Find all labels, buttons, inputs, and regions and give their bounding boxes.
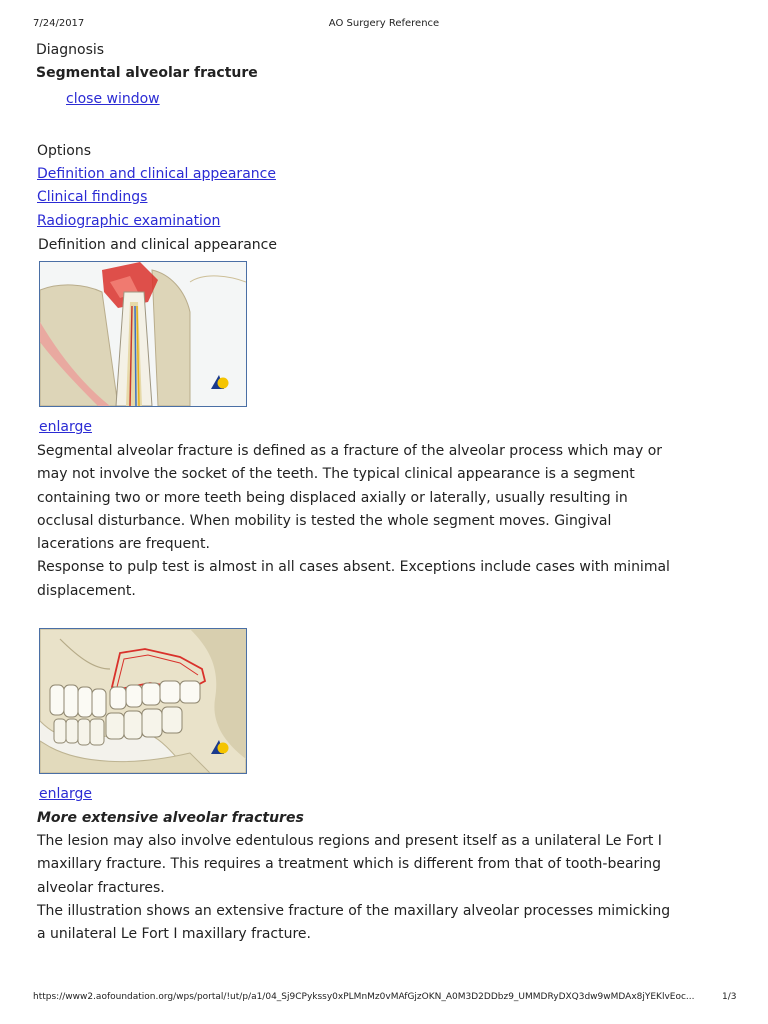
- option-link-clinical-findings[interactable]: Clinical findings: [37, 189, 148, 205]
- print-date: 7/24/2017: [33, 18, 85, 29]
- enlarge-link-figure2[interactable]: enlarge: [39, 786, 92, 802]
- figure-skull-fracture[interactable]: [39, 628, 247, 774]
- page-title: Segmental alveolar fracture: [36, 65, 258, 81]
- paragraph-pulp-test: Response to pulp test is almost in all cases absent. Exceptions include cases with minimal displacement.: [37, 559, 670, 599]
- subsection-title: Definition and clinical appearance: [38, 237, 277, 253]
- option-link-radiographic[interactable]: Radiographic examination: [37, 213, 221, 229]
- figure-alveolar-section[interactable]: [39, 261, 247, 407]
- definition-text: [37, 440, 677, 603]
- print-title: AO Surgery Reference: [328, 18, 440, 29]
- paragraph-lesion: The lesion may also involve edentulous regions and present itself as a unilateral Le Fort I maxillary fracture. This requires a treatment which is different from that of tooth-bearing alveolar fractures.: [37, 833, 662, 896]
- enlarge-link-figure1[interactable]: enlarge: [39, 419, 92, 435]
- extensive-text: [37, 830, 677, 946]
- paragraph-definition: Segmental alveolar fracture is defined as a fracture of the alveolar process which may or may not involve the socket of the teeth. The typical clinical appearance is a segment containing two or more teeth being displaced axially or laterally, usually resulting in occlusal disturbance. When mobility is tested the whole segment moves. Gingival lacerations are frequent.: [37, 443, 663, 553]
- option-link-definition[interactable]: Definition and clinical appearance: [37, 166, 276, 182]
- close-window-link[interactable]: close window: [66, 91, 160, 107]
- paragraph-illustration: The illustration shows an extensive fracture of the maxillary alveolar processes mimicking a unilateral Le Fort I maxillary fracture.: [37, 902, 671, 943]
- print-url: https://www2.aofoundation.org/wps/portal/!ut/p/a1/04_Sj9CPykssy0xPLMnMz0vMAfGjzOKN_A0M3D2DDbz9_UMMDRyDXQ3dw9wMDAx8jYEKlvEoc...: [33, 992, 695, 1002]
- options-heading: Options: [37, 143, 92, 159]
- subheading-extensive-fractures: More extensive alveolar fractures: [37, 810, 304, 826]
- print-page-number: 1/3: [722, 992, 737, 1002]
- ao-logo-icon: [210, 739, 230, 755]
- ao-logo-icon: [210, 374, 230, 390]
- section-label: Diagnosis: [36, 42, 105, 58]
